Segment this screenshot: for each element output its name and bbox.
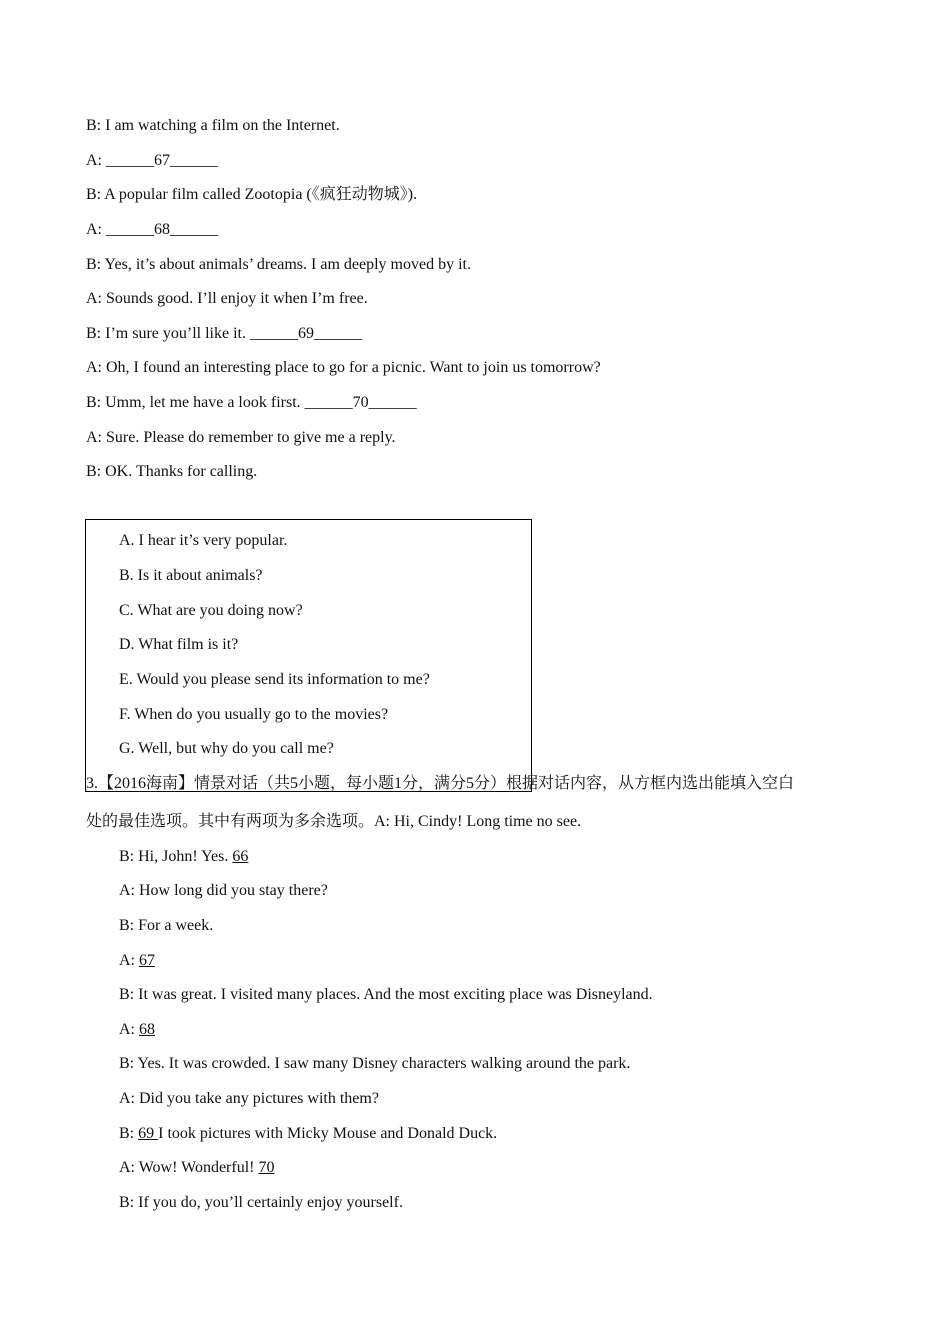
dialogue-line [86,151,218,171]
blank-number: 68 [154,221,170,238]
blank-number: 66 [232,848,249,865]
speaker-label: A: [86,290,102,307]
dialogue-line [86,324,362,344]
dialogue-text: I took pictures with Micky Mouse and Donald Duck. [158,1125,498,1142]
option-g: G. Well, but why do you call me? [119,740,334,757]
dialogue-line [86,462,257,482]
dialogue-line: A: How long did you stay there? [119,882,328,899]
option-d: D. What film is it? [119,636,239,653]
dialogue-text: I’m sure you’ll like it. ______69______ [105,325,362,342]
speaker-label: B: [86,117,102,134]
option-c: C. What are you doing now? [119,602,303,619]
dialogue-text: Sure. Please do remember to give me a reply. [106,429,396,446]
dialogue-line [119,1158,274,1178]
speaker-label: B: [86,256,102,273]
dialogue-line [119,1020,155,1040]
dialogue-line: B: For a week. [119,917,214,934]
speaker-label: B: [86,463,102,480]
speaker-label: A: [86,359,102,376]
speaker-label: A: [86,221,102,238]
dialogue-line [86,220,218,240]
blank-underline: ______ [170,221,218,238]
dialogue-line [86,255,471,275]
blank-underline: ______ [106,152,154,169]
speaker-label: B: [86,186,102,203]
blank-number: 68 [139,1021,155,1038]
dialogue-line: B: It was great. I visited many places. And the most exciting place was Disneyland. [119,986,653,1003]
dialogue-text: Umm, let me have a look first. ______70______ [105,394,417,411]
dialogue-line: B: If you do, you’ll certainly enjoy yourself. [119,1194,403,1211]
dialogue-text: A popular film called Zootopia (《疯狂动物城》). [104,186,418,203]
option-f: F. When do you usually go to the movies? [119,706,389,723]
speaker-label: A: [86,152,102,169]
speaker-label: B: [86,394,102,411]
dialogue-text: A: Wow! Wonderful! [119,1159,259,1176]
option-a: A. I hear it’s very popular. [119,532,288,549]
dialogue-text: OK. Thanks for calling. [105,463,258,480]
blank-underline: ______ [170,152,218,169]
blank-number: 67 [154,152,170,169]
blank-number: 70 [258,1159,275,1176]
blank-number: 69 [138,1125,159,1142]
speaker-label: A: [86,429,102,446]
dialogue-line [86,393,417,413]
blank-number: 67 [139,952,155,969]
dialogue-line [119,1124,497,1144]
dialogue-text: B: Hi, John! Yes. [119,848,233,865]
dialogue-line: B: Yes. It was crowded. I saw many Disney characters walking around the park. [119,1055,631,1072]
dialogue-text: Yes, it’s about animals’ dreams. I am deeply moved by it. [104,256,471,273]
dialogue-line [86,185,417,205]
dialogue-line: A: Did you take any pictures with them? [119,1090,379,1107]
dialogue-text: Oh, I found an interesting place to go for a picnic. Want to join us tomorrow? [106,359,601,376]
dialogue-text: B: [119,1125,139,1142]
dialogue-line [86,428,396,448]
dialogue-line [119,951,155,971]
question-3-instruction-cont: 处的最佳选项。其中有两项为多余选项。A: Hi, Cindy! Long time no see. [86,813,582,830]
dialogue-line [86,358,601,378]
dialogue-text: I am watching a film on the Internet. [105,117,340,134]
blank-underline: ______ [106,221,154,238]
dialogue-line [86,289,368,309]
dialogue-line [86,116,340,136]
dialogue-line [119,847,248,867]
dialogue-text: Sounds good. I’ll enjoy it when I’m free. [106,290,368,307]
dialogue-text: A: [119,1021,139,1038]
question-3-instruction: 3.【2016海南】情景对话（共5小题，每小题1分，满分5分）根据对话内容，从方框内选出能填入空白 [86,775,795,792]
option-e: E. Would you please send its information to me? [119,671,430,688]
dialogue-text: A: [119,952,139,969]
speaker-label: B: [86,325,102,342]
option-b: B. Is it about animals? [119,567,263,584]
